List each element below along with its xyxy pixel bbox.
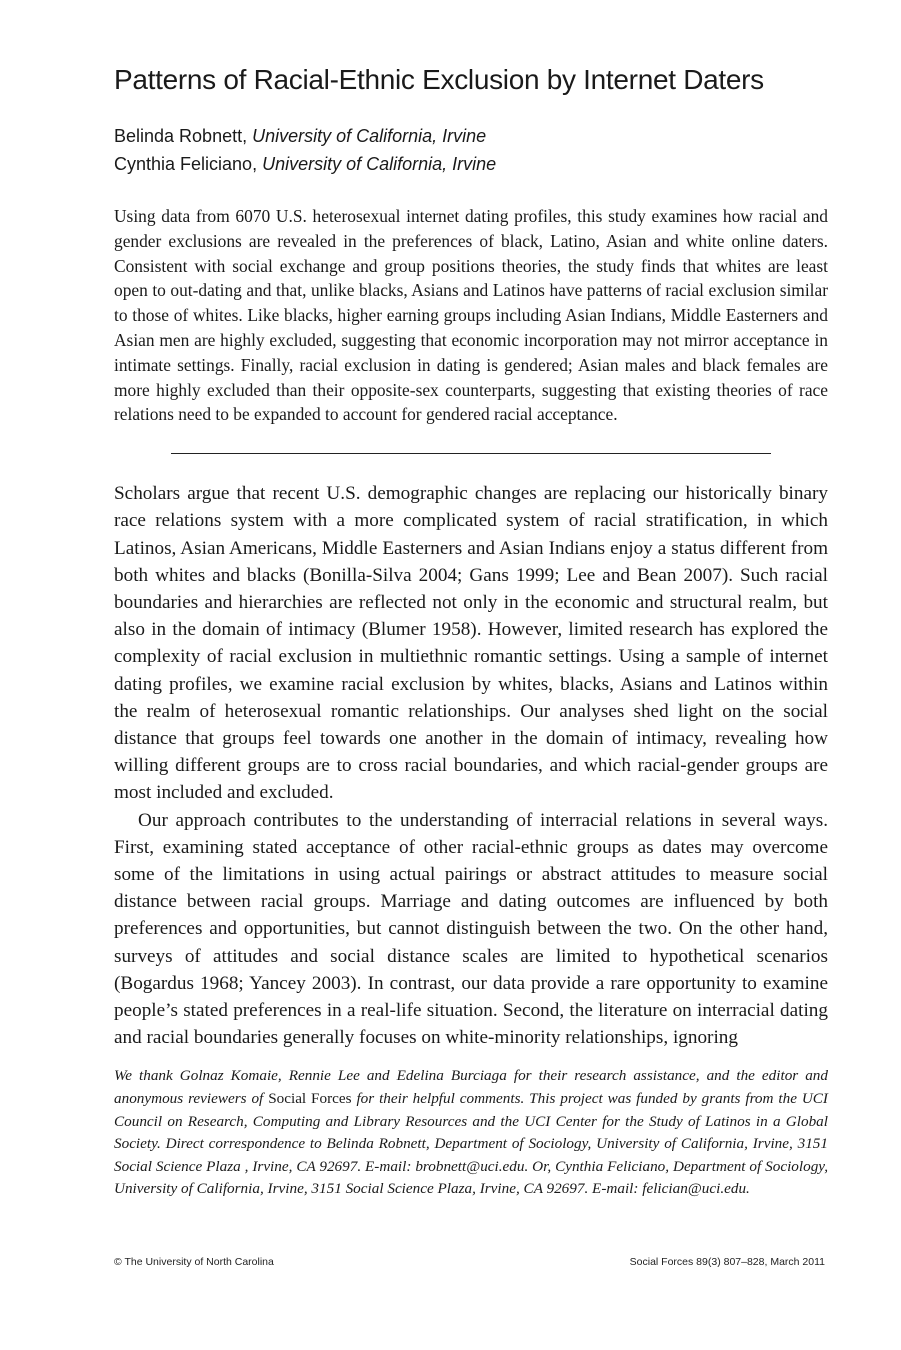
journal-name: Social Forces <box>268 1090 352 1108</box>
article-page <box>114 62 828 1201</box>
footnote-text: for their helpful comments. This project was funded by grants from the UCI Council on Research, Computing and Library Resources and the UCI Center for the Study of Latinos in a Global Society. Direct correspondence to Belinda Robnett, Department of Sociology, University of California, Irvine, 3151 Social Science Plaza , Irvine, CA 92697. E-mail: brobnett@uci.edu. Or, Cynthia Feliciano, Department of Sociology, University of California, Irvine, 3151 Social Science Plaza, Irvine, CA 92697. E-mail: felician@uci.edu. <box>114 1090 828 1198</box>
body-paragraph: Our approach contributes to the understanding of interracial relations in several ways. First, examining stated acceptance of other racial-ethnic groups as dates may overcome some of the limitations in using actual pairings or abstract attitudes to measure social distance between racial groups. Marriage and dating outcomes are influenced by both preferences and opportunities, but cannot distinguish between the two. On the other hand, surveys of attitudes and social distance scales are limited to hypothetical scenarios (Bogardus 1968; Yancey 2003). In contrast, our data provide a rare opportunity to examine people’s stated preferences in a real-life situation. Second, the literature on interracial dating and racial boundaries generally focuses on white-minority relationships, ignoring <box>114 809 828 1049</box>
abstract: Using data from 6070 U.S. heterosexual internet dating profiles, this study examines how racial and gender exclusions are revealed in the preferences of black, Latino, Asian and white online daters. Consistent with social exchange and group positions theories, the study finds that whites are least open to out-dating and that, unlike blacks, Asians and Latinos have patterns of racial exclusion similar to those of whites. Like blacks, higher earning groups including Asian Indians, Middle Easterners and Asian men are highly excluded, suggesting that economic incorporation may not mirror acceptance in intimate settings. Finally, racial exclusion in dating is gendered; Asian males and black females are more highly excluded than their opposite-sex counterparts, suggesting that existing theories of race relations need to be expanded to account for gendered racial acceptance. <box>114 206 828 425</box>
article-title: Patterns of Racial-Ethnic Exclusion by Internet Daters <box>114 64 764 95</box>
page-footer <box>114 1256 825 1268</box>
body-text <box>114 480 828 1051</box>
author-line <box>114 150 828 178</box>
author-list <box>114 122 828 178</box>
author-name: Belinda Robnett, <box>114 126 253 146</box>
section-divider <box>171 453 771 454</box>
author-name: Cynthia Feliciano, <box>114 154 263 174</box>
footnote-text: We thank Golnaz Komaie, Rennie Lee and Edelina Burciaga for their research assistance, and the editor and anonymous reviewers of <box>114 1067 828 1108</box>
acknowledgment-footnote <box>114 1065 828 1201</box>
copyright-notice: © The University of North Carolina <box>114 1256 274 1268</box>
journal-citation: Social Forces 89(3) 807–828, March 2011 <box>629 1256 825 1268</box>
author-affiliation: University of California, Irvine <box>252 126 487 146</box>
author-line <box>114 122 828 150</box>
body-paragraph: Scholars argue that recent U.S. demographic changes are replacing our historically binary race relations system with a more complicated system of racial stratification, in which Latinos, Asian Americans, Middle Easterners and Asian Indians enjoy a status different from both whites and blacks (Bonilla-Silva 2004; Gans 1999; Lee and Bean 2007). Such racial boundaries and hierarchies are reflected not only in the economic and structural realm, but also in the domain of intimacy (Blumer 1958). However, limited research has explored the complexity of racial exclusion in multiethnic romantic settings. Using a sample of internet dating profiles, we examine racial exclusion by whites, blacks, Asians and Latinos within the realm of heterosexual romantic relationships. Our analyses shed light on the social distance that groups feel towards one another in the domain of intimacy, revealing how willing different groups are to cross racial boundaries, and which racial-gender groups are most included and excluded. <box>114 483 828 804</box>
author-affiliation: University of California, Irvine <box>262 154 497 174</box>
